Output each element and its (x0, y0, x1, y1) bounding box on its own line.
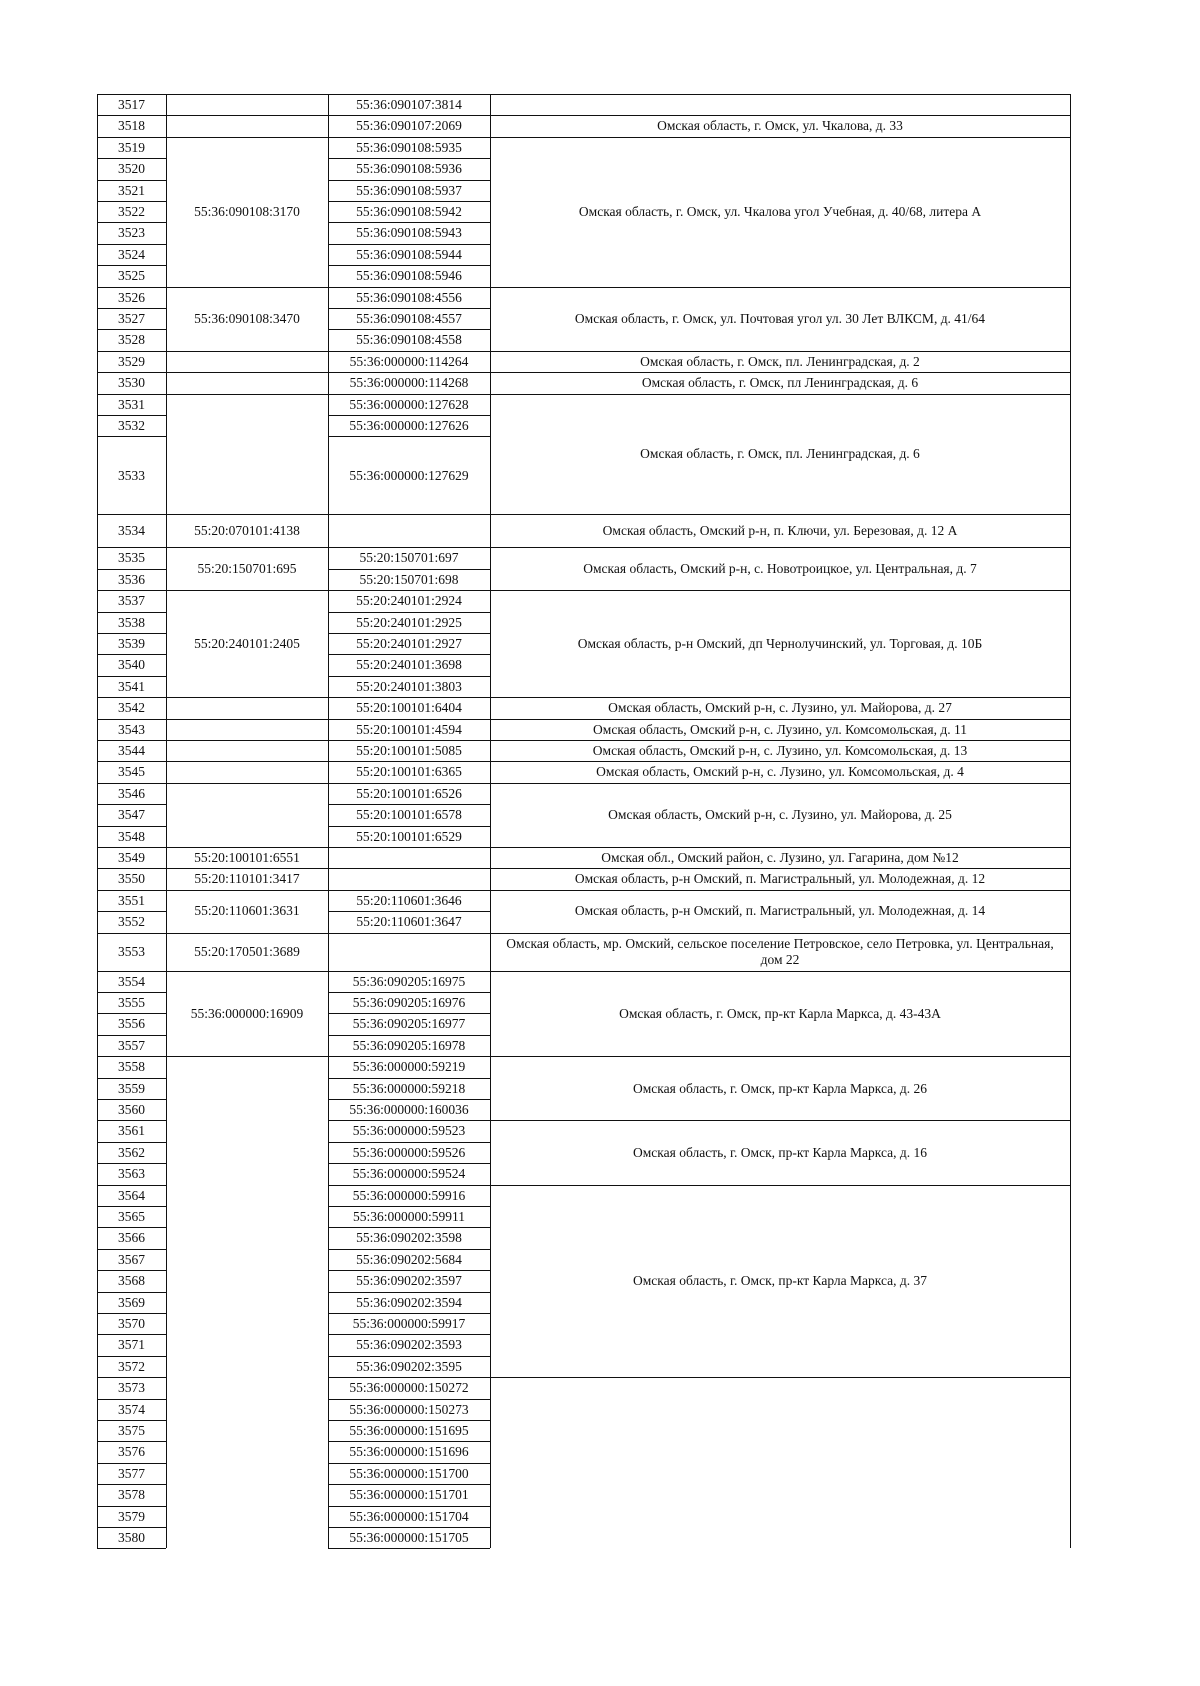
row-number-cell: 3570 (118, 1315, 145, 1331)
cadastral-number-cell: 55:36:090202:3594 (356, 1294, 462, 1310)
parent-cadastral-cell: 55:36:090108:3170 (194, 203, 300, 219)
cadastral-number-cell: 55:36:000000:150273 (349, 1401, 469, 1417)
cadastral-number-cell: 55:36:000000:59524 (352, 1166, 466, 1182)
cadastral-number-cell: 55:36:000000:151704 (349, 1508, 469, 1524)
cadastral-number-cell: 55:36:000000:59218 (352, 1080, 466, 1096)
cadastral-number-cell: 55:36:000000:59911 (352, 1208, 465, 1224)
row-number-cell: 3565 (118, 1208, 145, 1224)
row-number-cell: 3547 (118, 807, 145, 823)
row-number-cell: 3540 (118, 657, 145, 673)
row-number-cell: 3552 (118, 914, 145, 930)
cadastral-number-cell (328, 933, 490, 971)
row-number-cell: 3553 (118, 943, 145, 959)
cadastral-number-cell: 55:20:240101:2927 (356, 635, 462, 651)
address-cell: Омская область, г. Омск, пр-кт Карла Маркса, д. 16 (633, 1144, 927, 1160)
row-number-cell: 3526 (118, 289, 145, 305)
table-rule (97, 1548, 166, 1549)
row-number-cell: 3530 (118, 375, 145, 391)
row-number-cell: 3561 (118, 1123, 145, 1139)
parent-cadastral-cell (166, 394, 328, 515)
address-cell: Омская область, Омский р-н, с. Лузино, ул. Комсомольская, д. 11 (593, 721, 967, 737)
row-number-cell: 3527 (118, 310, 145, 326)
cadastral-number-cell: 55:20:110601:3647 (356, 914, 462, 930)
row-number-cell: 3566 (118, 1230, 145, 1246)
row-number-cell: 3572 (118, 1358, 145, 1374)
parent-cadastral-cell (166, 94, 328, 115)
cadastral-number-cell: 55:20:240101:2925 (356, 614, 462, 630)
cadastral-number-cell: 55:36:000000:59526 (352, 1144, 466, 1160)
cadastral-number-cell: 55:36:090108:5944 (356, 246, 462, 262)
row-number-cell: 3554 (118, 973, 145, 989)
parent-cadastral-cell: 55:20:070101:4138 (194, 523, 300, 539)
row-number-cell: 3557 (118, 1037, 145, 1053)
cadastral-number-cell: 55:36:090108:5936 (356, 161, 462, 177)
address-cell: Омская область, р-н Омский, дп Чернолучинский, ул. Торговая, д. 10Б (577, 635, 983, 651)
row-number-cell: 3519 (118, 139, 145, 155)
row-number-cell: 3522 (118, 203, 145, 219)
parent-cadastral-cell (166, 1056, 328, 1548)
address-cell: Омская область, р-н Омский, п. Магистральный, ул. Молодежная, д. 12 (574, 871, 986, 887)
cadastral-number-cell: 55:20:100101:6578 (356, 807, 462, 823)
row-number-cell: 3533 (118, 467, 145, 483)
cadastral-number-cell (328, 514, 490, 547)
address-cell: Омская область, мр. Омский, сельское поселение Петровское, село Петровка, ул. Центральная, дом 22 (506, 936, 1054, 967)
address-cell: Омская область, г. Омск, пр-кт Карла Маркса, д. 43-43А (619, 1005, 941, 1021)
address-cell: Омская область, Омский р-н, п. Ключи, ул. Березовая, д. 12 А (602, 523, 958, 539)
parent-cadastral-cell: 55:20:170501:3689 (194, 943, 300, 959)
address-cell: Омская область, г. Омск, пл. Ленинградская, д. 6 (640, 446, 920, 462)
row-number-cell: 3556 (118, 1016, 145, 1032)
address-cell: Омская область, г. Омск, ул. Чкалова, д. 33 (657, 118, 903, 134)
cadastral-number-cell: 55:20:240101:2924 (356, 593, 462, 609)
cadastral-number-cell: 55:36:090202:3593 (356, 1337, 462, 1353)
row-number-cell: 3549 (118, 849, 145, 865)
row-number-cell: 3538 (118, 614, 145, 630)
row-number-cell: 3537 (118, 593, 145, 609)
cadastral-number-cell: 55:36:000000:151696 (349, 1444, 469, 1460)
row-number-cell: 3534 (118, 523, 145, 539)
cadastral-number-cell: 55:36:090108:4557 (356, 310, 462, 326)
parent-cadastral-cell: 55:20:110601:3631 (194, 903, 300, 919)
row-number-cell: 3573 (118, 1380, 145, 1396)
cadastral-number-cell: 55:36:090107:3814 (356, 96, 462, 112)
row-number-cell: 3532 (118, 417, 145, 433)
parent-cadastral-cell (166, 372, 328, 393)
row-number-cell: 3558 (118, 1059, 145, 1075)
cadastral-number-cell: 55:36:090202:3595 (356, 1358, 462, 1374)
row-number-cell: 3529 (118, 353, 145, 369)
address-cell: Омская область, Омский р-н, с. Лузино, ул. Комсомольская, д. 4 (596, 764, 964, 780)
cadastral-number-cell: 55:36:000000:127628 (349, 396, 469, 412)
parent-cadastral-cell (166, 115, 328, 136)
row-number-cell: 3579 (118, 1508, 145, 1524)
cadastral-number-cell: 55:36:000000:59916 (352, 1187, 466, 1203)
address-cell: Омская область, Омский р-н, с. Лузино, ул. Комсомольская, д. 13 (592, 742, 968, 758)
row-number-cell: 3560 (118, 1101, 145, 1117)
parent-cadastral-cell (166, 351, 328, 372)
cadastral-number-cell: 55:36:090108:5935 (356, 139, 462, 155)
row-number-cell: 3525 (118, 268, 145, 284)
row-number-cell: 3575 (118, 1422, 145, 1438)
cadastral-number-cell: 55:36:090205:16977 (352, 1016, 466, 1032)
parent-cadastral-cell (166, 761, 328, 782)
address-cell: Омская область, г. Омск, ул. Почтовая угол ул. 30 Лет ВЛКСМ, д. 41/64 (574, 310, 986, 326)
cadastral-number-cell: 55:36:000000:59917 (352, 1315, 466, 1331)
row-number-cell: 3563 (118, 1166, 145, 1182)
row-number-cell: 3531 (118, 396, 145, 412)
parent-cadastral-cell: 55:36:090108:3470 (194, 310, 300, 326)
address-cell: Омская область, г. Омск, пр-кт Карла Маркса, д. 37 (633, 1273, 927, 1289)
address-cell: Омская область, г. Омск, пл. Ленинградская, д. 2 (640, 353, 920, 369)
row-number-cell: 3543 (118, 721, 145, 737)
address-cell: Омская обл., Омский район, с. Лузино, ул. Гагарина, дом №12 (601, 849, 959, 865)
row-number-cell: 3569 (118, 1294, 145, 1310)
row-number-cell: 3536 (118, 571, 145, 587)
cadastral-number-cell: 55:20:100101:5085 (356, 742, 462, 758)
cadastral-number-cell: 55:20:100101:6526 (356, 785, 462, 801)
row-number-cell: 3568 (118, 1273, 145, 1289)
row-number-cell: 3535 (118, 550, 145, 566)
address-cell: Омская область, Омский р-н, с. Новотроицкое, ул. Центральная, д. 7 (583, 561, 977, 577)
row-number-cell: 3548 (118, 828, 145, 844)
address-cell: Омская область, Омский р-н, с. Лузино, ул. Майорова, д. 25 (608, 807, 952, 823)
row-number-cell: 3545 (118, 764, 145, 780)
row-number-cell: 3520 (118, 161, 145, 177)
parent-cadastral-cell (166, 719, 328, 740)
cadastral-number-cell: 55:36:000000:160036 (349, 1101, 469, 1117)
cadastral-number-cell: 55:20:100101:6365 (356, 764, 462, 780)
cadastral-number-cell: 55:36:090107:2069 (356, 118, 462, 134)
row-number-cell: 3567 (118, 1251, 145, 1267)
cadastral-number-cell: 55:36:090108:5943 (356, 225, 462, 241)
row-number-cell: 3559 (118, 1080, 145, 1096)
cadastral-number-cell: 55:36:090108:5946 (356, 268, 462, 284)
row-number-cell: 3574 (118, 1401, 145, 1417)
cadastral-number-cell: 55:36:000000:114264 (349, 353, 469, 369)
row-number-cell: 3523 (118, 225, 145, 241)
cadastral-number-cell: 55:20:100101:4594 (356, 721, 462, 737)
address-cell: Омская область, Омский р-н, с. Лузино, ул. Майорова, д. 27 (608, 700, 952, 716)
cadastral-number-cell: 55:20:150701:697 (359, 550, 459, 566)
row-number-cell: 3562 (118, 1144, 145, 1160)
row-number-cell: 3564 (118, 1187, 145, 1203)
cadastral-number-cell: 55:36:000000:127626 (349, 417, 469, 433)
cadastral-number-cell: 55:36:000000:114268 (349, 375, 469, 391)
address-cell: Омская область, р-н Омский, п. Магистральный, ул. Молодежная, д. 14 (574, 903, 986, 919)
row-number-cell: 3524 (118, 246, 145, 262)
row-number-cell: 3528 (118, 332, 145, 348)
cadastral-number-cell: 55:36:090108:5942 (356, 203, 462, 219)
row-number-cell: 3551 (118, 892, 145, 908)
address-cell: Омская область, г. Омск, пр-кт Карла Маркса, д. 26 (633, 1080, 927, 1096)
row-number-cell: 3544 (118, 742, 145, 758)
cadastral-number-cell: 55:36:090205:16978 (352, 1037, 466, 1053)
cadastral-number-cell: 55:20:110601:3646 (356, 892, 462, 908)
row-number-cell: 3517 (118, 96, 145, 112)
parent-cadastral-cell: 55:20:110101:3417 (194, 871, 300, 887)
address-cell: Омская область, г. Омск, пл Ленинградская, д. 6 (641, 375, 919, 391)
address-cell (490, 1377, 1070, 1548)
address-cell (490, 94, 1070, 115)
row-number-cell: 3539 (118, 635, 145, 651)
cadastral-number-cell: 55:36:090202:3597 (356, 1273, 462, 1289)
cadastral-number-cell: 55:20:240101:3698 (356, 657, 462, 673)
row-number-cell: 3576 (118, 1444, 145, 1460)
parent-cadastral-cell (166, 783, 328, 847)
row-number-cell: 3555 (118, 994, 145, 1010)
cadastral-number-cell: 55:36:000000:151695 (349, 1422, 469, 1438)
row-number-cell: 3542 (118, 700, 145, 716)
cadastral-number-cell: 55:36:000000:151705 (349, 1529, 469, 1545)
parent-cadastral-cell (166, 740, 328, 761)
cadastral-number-cell: 55:36:090202:5684 (356, 1251, 462, 1267)
cadastral-number-cell: 55:20:100101:6529 (356, 828, 462, 844)
row-number-cell: 3546 (118, 785, 145, 801)
cadastral-number-cell: 55:20:150701:698 (359, 571, 459, 587)
table-rule (1070, 94, 1071, 1548)
row-number-cell: 3541 (118, 678, 145, 694)
parent-cadastral-cell (166, 697, 328, 718)
row-number-cell: 3577 (118, 1465, 145, 1481)
row-number-cell: 3550 (118, 871, 145, 887)
cadastral-number-cell: 55:36:090202:3598 (356, 1230, 462, 1246)
cadastral-number-cell: 55:36:000000:151700 (349, 1465, 469, 1481)
cadastral-number-cell: 55:36:090205:16976 (352, 994, 466, 1010)
cadastral-number-cell: 55:36:000000:151701 (349, 1487, 469, 1503)
cadastral-number-cell: 55:36:090108:4556 (356, 289, 462, 305)
cadastral-number-cell: 55:20:100101:6404 (356, 700, 462, 716)
cadastral-number-cell (328, 847, 490, 868)
cadastral-number-cell: 55:36:090108:5937 (356, 182, 462, 198)
cadastral-number-cell: 55:20:240101:3803 (356, 678, 462, 694)
row-number-cell: 3578 (118, 1487, 145, 1503)
cadastral-number-cell: 55:36:000000:127629 (349, 467, 469, 483)
row-number-cell: 3518 (118, 118, 145, 134)
parent-cadastral-cell: 55:36:000000:16909 (190, 1005, 304, 1021)
cadastral-number-cell: 55:36:090108:4558 (356, 332, 462, 348)
row-number-cell: 3571 (118, 1337, 145, 1353)
parent-cadastral-cell: 55:20:100101:6551 (194, 849, 300, 865)
parent-cadastral-cell: 55:20:240101:2405 (194, 635, 300, 651)
parent-cadastral-cell: 55:20:150701:695 (197, 561, 297, 577)
cadastral-number-cell: 55:36:000000:59523 (352, 1123, 466, 1139)
cadastral-number-cell: 55:36:000000:150272 (349, 1380, 469, 1396)
row-number-cell: 3580 (118, 1529, 145, 1545)
cadastral-number-cell (328, 868, 490, 889)
cadastral-number-cell: 55:36:090205:16975 (352, 973, 466, 989)
address-cell: Омская область, г. Омск, ул. Чкалова угол Учебная, д. 40/68, литера А (578, 203, 982, 219)
row-number-cell: 3521 (118, 182, 145, 198)
table-rule (328, 1548, 490, 1549)
cadastral-number-cell: 55:36:000000:59219 (352, 1059, 466, 1075)
